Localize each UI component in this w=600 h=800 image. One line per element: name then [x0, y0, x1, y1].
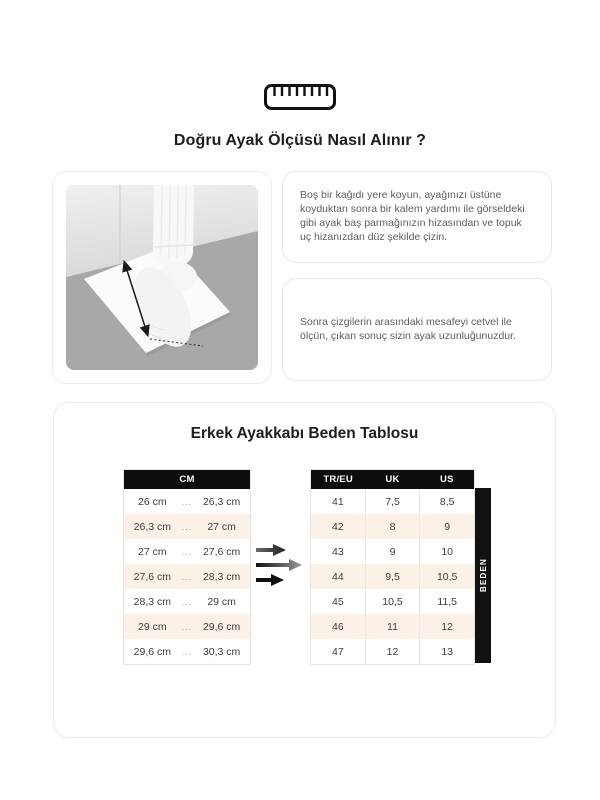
size-table-row [311, 614, 474, 639]
size-cell: 10 [441, 545, 454, 558]
size-cell: 42 [311, 514, 366, 539]
size-cell: 9,5 [366, 564, 421, 589]
measurement-instructions-section [52, 171, 552, 384]
foot-photo-card [52, 171, 272, 384]
size-cell: 47 [311, 639, 366, 664]
range-separator: ... [181, 646, 193, 657]
cm-table-header: CM [124, 470, 250, 489]
size-header-cell: US [440, 474, 454, 485]
size-table-title: Erkek Ayakkabı Beden Tablosu [190, 425, 419, 442]
instruction-card-1 [282, 171, 552, 263]
range-separator: ... [181, 621, 193, 632]
size-cell: 13 [441, 645, 454, 658]
size-cell: 46 [311, 614, 366, 639]
cm-table-row [124, 489, 250, 514]
cm-range-to: 29 cm [207, 595, 236, 608]
cm-table [123, 469, 251, 665]
size-cell: 41 [311, 489, 366, 514]
cm-range-from: 28,3 cm [133, 595, 172, 608]
cm-range-from: 27,6 cm [133, 570, 172, 583]
cm-table-row [124, 564, 250, 589]
cm-table-row [124, 589, 250, 614]
size-cell: 8 [366, 514, 421, 539]
size-table-card [53, 402, 556, 738]
cm-table-row [124, 514, 250, 539]
instruction-step-1-text: Boş bir kağıdı yere koyun, ayağınızı üstüne koyduktan sonra bir kalem yardımı ile görseldeki gibi ayak baş parmağınızın hizasından ve topuk uç hizanızdan düz şekilde çizin. [300, 189, 525, 243]
size-tables-row [54, 469, 555, 665]
foot-measurement-photo [66, 185, 258, 370]
cm-table-body [124, 489, 250, 664]
size-table-header-row [311, 470, 474, 489]
size-table [310, 469, 475, 665]
size-cell: 11,5 [437, 595, 458, 608]
ruler-icon [264, 84, 336, 110]
instruction-card-2 [282, 278, 552, 381]
header [0, 84, 600, 110]
instruction-step-2-text: Sonra çizgilerin arasındaki mesafeyi cetvel ile ölçün, çıkan sonuç sizin ayak uzunluğunuzdur. [300, 315, 516, 342]
cm-range-to: 27,6 cm [202, 545, 241, 558]
size-cell: 10,5 [366, 589, 421, 614]
cm-table-row [124, 639, 250, 664]
size-table-row [311, 639, 474, 664]
cm-range-to: 30,3 cm [202, 645, 241, 658]
size-cell: 12 [366, 639, 421, 664]
size-cell: 9 [444, 520, 451, 533]
size-cell: 10,5 [436, 570, 458, 583]
size-cell: 7,5 [366, 489, 421, 514]
range-separator: ... [181, 521, 193, 532]
size-header-cell: TR/EU [323, 474, 353, 485]
transfer-arrows [251, 544, 310, 586]
cm-range-from: 29 cm [138, 620, 167, 633]
arrow-right-icon [256, 574, 284, 586]
size-cell: 44 [311, 564, 366, 589]
cm-range-to: 28,3 cm [202, 570, 241, 583]
cm-range-to: 26,3 cm [202, 495, 241, 508]
cm-range-from: 26 cm [138, 495, 167, 508]
size-cell: 45 [311, 589, 366, 614]
size-cell: 11 [366, 614, 421, 639]
cm-table-row [124, 539, 250, 564]
size-header-cell: UK [385, 474, 400, 485]
arrow-right-icon [256, 544, 286, 556]
page-title: Doğru Ayak Ölçüsü Nasıl Alınır ? [173, 132, 427, 149]
cm-range-from: 27 cm [138, 545, 167, 558]
size-table-body [311, 489, 474, 664]
size-cell: 43 [311, 539, 366, 564]
size-table-row [311, 564, 474, 589]
size-cell: 9 [366, 539, 421, 564]
beden-bar [475, 488, 491, 663]
range-separator: ... [181, 571, 193, 582]
beden-label: BEDEN [478, 558, 488, 593]
size-cell: 12 [441, 620, 454, 633]
size-cell: 8,5 [439, 495, 455, 508]
cm-range-to: 29,6 cm [202, 620, 241, 633]
range-separator: ... [181, 496, 193, 507]
cm-table-row [124, 614, 250, 639]
size-table-row [311, 539, 474, 564]
size-table-row [311, 589, 474, 614]
size-table-row [311, 489, 474, 514]
range-separator: ... [181, 546, 193, 557]
cm-range-from: 26,3 cm [133, 520, 172, 533]
arrow-right-icon [256, 559, 302, 571]
range-separator: ... [181, 596, 193, 607]
cm-range-from: 29,6 cm [133, 645, 172, 658]
size-table-row [311, 514, 474, 539]
cm-range-to: 27 cm [207, 520, 236, 533]
